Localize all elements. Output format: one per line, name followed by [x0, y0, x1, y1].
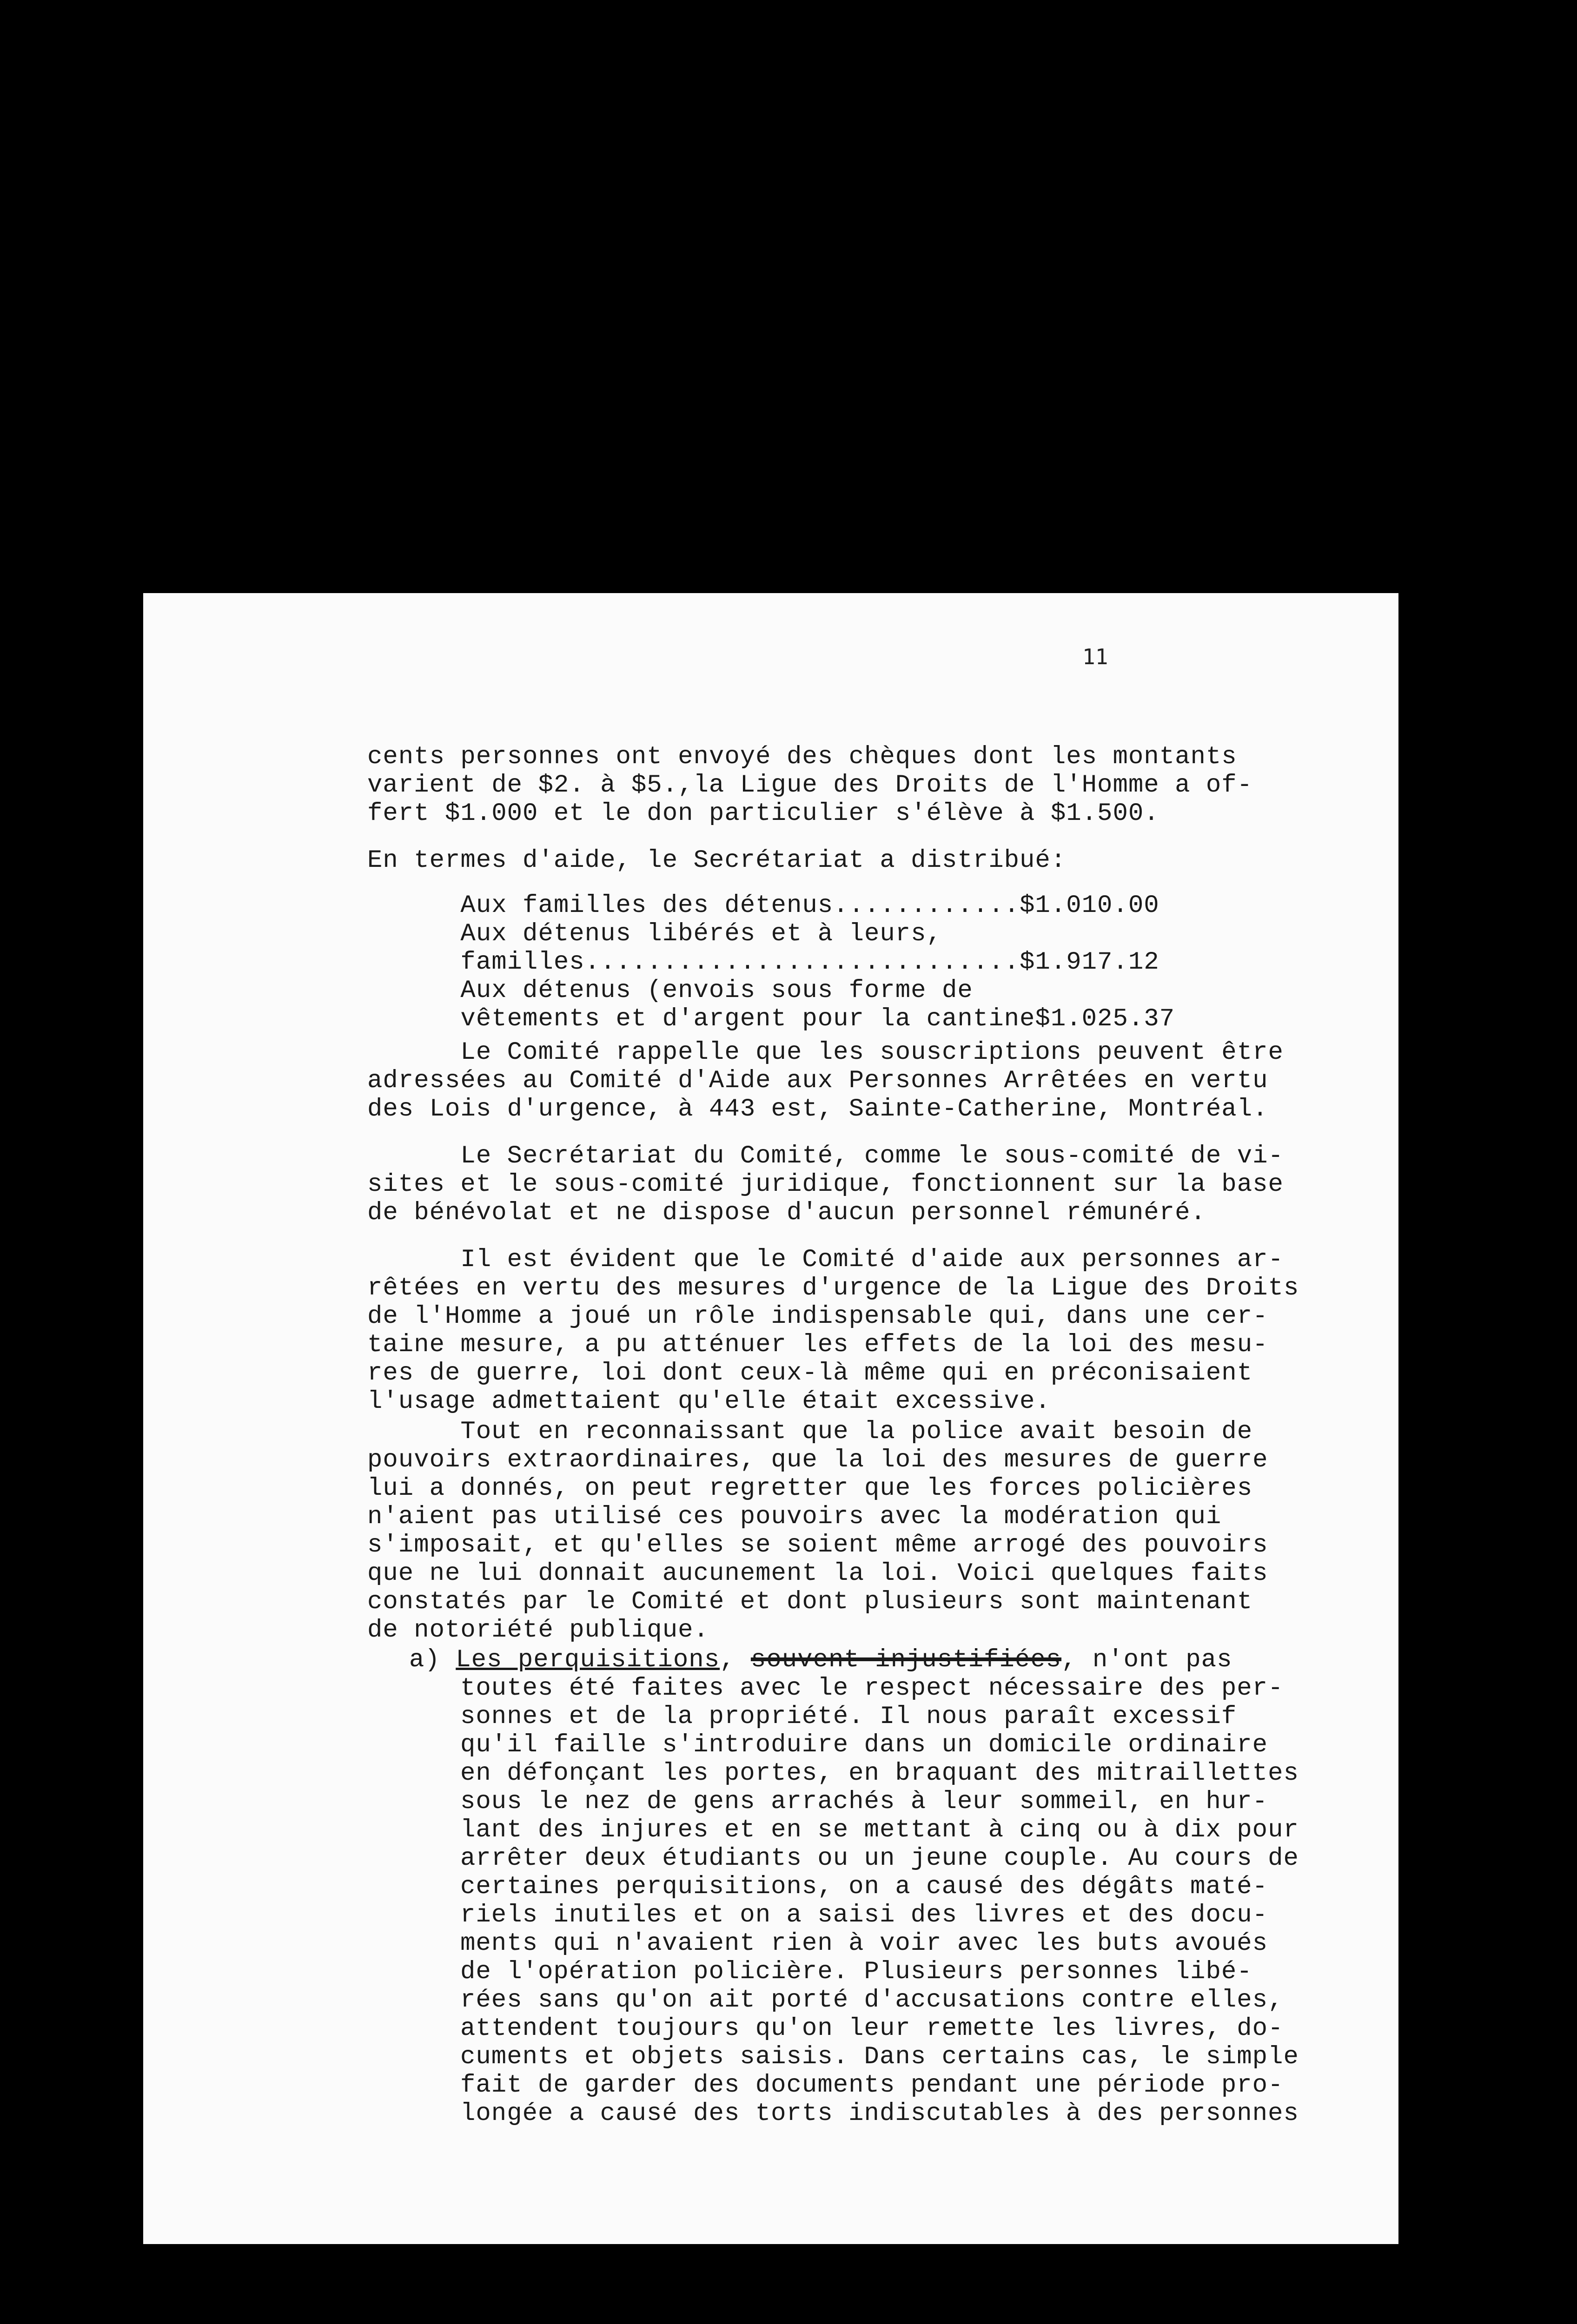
item-a-marker: a): [409, 1646, 440, 1674]
aid-distribution-list: Aux familles des détenus............$1.010.00 Aux détenus libérés et à leurs, familles............................$1.917.12 Aux détenus (envois sous forme de vêtements et d'argent pour la cantine$1.025.37: [460, 891, 1175, 1033]
item-a-first-line-rest: , n'ont pas: [1061, 1646, 1232, 1674]
item-a-struck-text: souvent injustifiées: [750, 1646, 1062, 1674]
page-number: 11: [1082, 644, 1108, 669]
paragraph-aid-intro: En termes d'aide, le Secrétariat a distribué:: [367, 846, 1067, 875]
item-a-body: toutes été faites avec le respect nécessaire des per- sonnes et de la propriété. Il nous paraît excessif qu'il faille s'introduire dans un domicile ordinaire en défonçant les portes, en braquant des mitraillettes sous le nez de gens arrachés à leur sommeil, en hur- lant des injures et en se mettant à cinq ou à dix pour arrêter deux étudiants ou un jeune couple. Au cours de certaines perquisitions, on a causé des dégâts maté- riels inutiles et on a saisi des livres et des docu- ments qui n'avaient rien à voir avec les buts avoués de l'opération policière. Plusieurs personnes libé- rées sans qu'on ait porté d'accusations contre elles, attendent toujours qu'on leur remette les livres, do- cuments et objets saisis. Dans certains cas, le simple fait de garder des documents pendant une période pro- longée a causé des torts indiscutables à des personnes: [460, 1674, 1299, 2128]
paragraph-secretariat: Le Secrétariat du Comité, comme le sous-comité de vi- sites et le sous-comité juridique, fonctionnent sur la base de bénévolat et ne dispose d'aucun personnel rémunéré.: [367, 1142, 1284, 1227]
item-a-heading: Les perquisitions: [456, 1646, 720, 1674]
document-page: [143, 593, 1398, 2244]
paragraph-donations: cents personnes ont envoyé des chèques dont les montants varient de $2. à $5.,la Ligue des Droits de l'Homme a of- fert $1.000 et le don particulier s'élève à $1.500.: [367, 743, 1253, 828]
paragraph-police-powers: Tout en reconnaissant que la police avait besoin de pouvoirs extraordinaires, que la loi des mesures de guerre lui a donnés, on peut regretter que les forces policières n'aient pas utilisé ces pouvoirs avec la modération qui s'imposait, et qu'elles se soient même arrogé des pouvoirs que ne lui donnait aucunement la loi. Voici quelques faits constatés par le Comité et dont plusieurs sont maintenant de notoriété publique.: [367, 1418, 1268, 1644]
item-a-first-line: a) Les perquisitions, souvent injustifiées, n'ont pas: [409, 1646, 1232, 1674]
paragraph-subscriptions: Le Comité rappelle que les souscriptions peuvent être adressées au Comité d'Aide aux Personnes Arrêtées en vertu des Lois d'urgence, à 443 est, Sainte-Catherine, Montréal.: [367, 1038, 1284, 1123]
paragraph-committee-role: Il est évident que le Comité d'aide aux personnes ar- rêtées en vertu des mesures d'urgence de la Ligue des Droits de l'Homme a joué un rôle indispensable qui, dans une cer- taine mesure, a pu atténuer les effets de la loi des mesu- res de guerre, loi dont ceux-là même qui en préconisaient l'usage admettaient qu'elle était excessive.: [367, 1246, 1299, 1416]
